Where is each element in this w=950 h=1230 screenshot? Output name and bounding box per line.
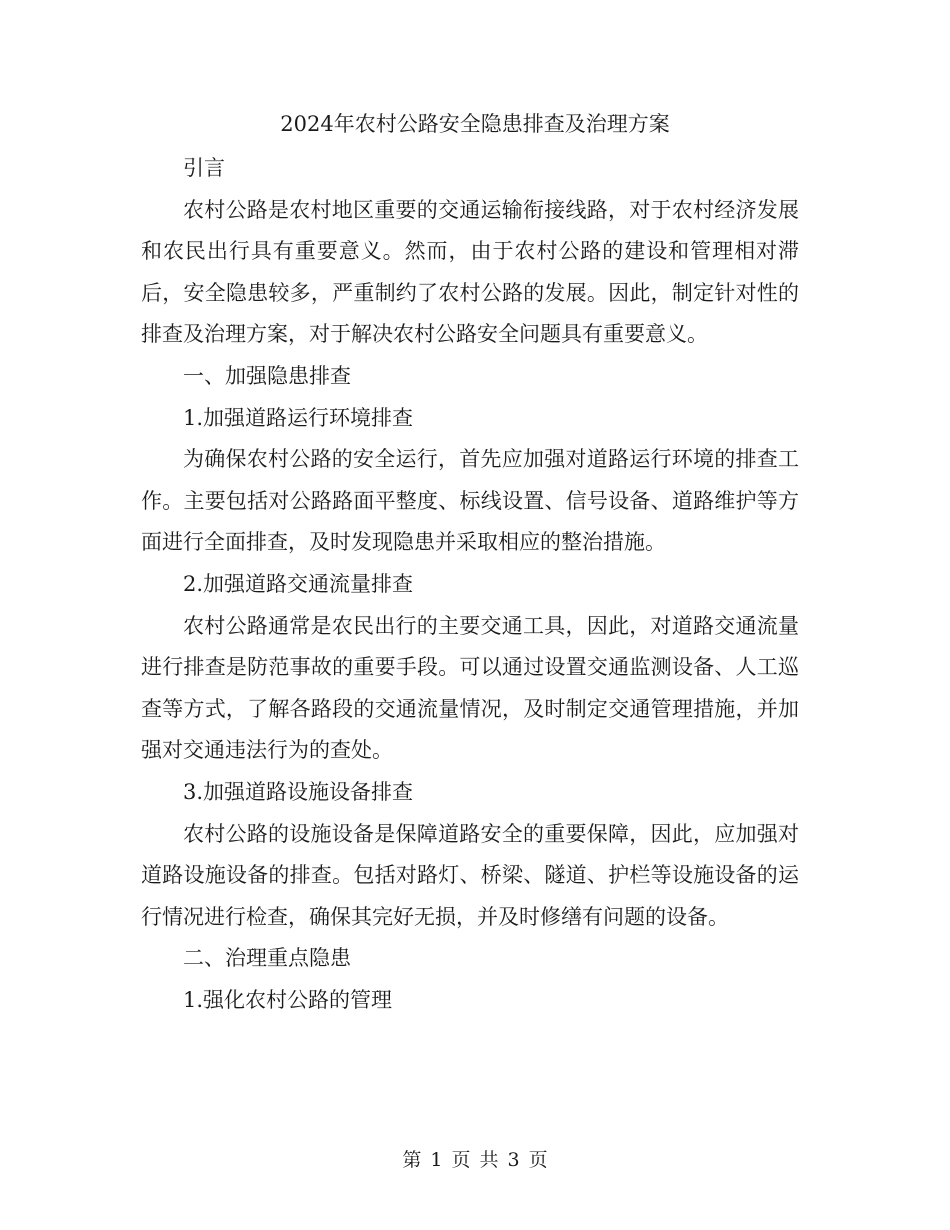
paragraph-1-3: 农村公路的设施设备是保障道路安全的重要保障，因此，应加强对道路设施设备的排查。包括对路灯、桥梁、隧道、护栏等设施设备的运行情况进行检查，确保其完好无损，并及时修缮有问题的设备。 bbox=[141, 821, 799, 929]
subsection-heading-1-3: 3.加强道路设施设备排查 bbox=[183, 779, 414, 804]
subsection-heading-2-1: 1.强化农村公路的管理 bbox=[183, 987, 393, 1012]
section-heading-intro: 引言 bbox=[183, 156, 225, 180]
subsection-heading-1-2: 2.加强道路交通流量排查 bbox=[183, 571, 414, 596]
subsection-heading-1-1: 1.加强道路运行环境排查 bbox=[183, 405, 414, 430]
page-footer: 第 1 页 共 3 页 bbox=[402, 1149, 548, 1171]
paragraph-1-1: 为确保农村公路的安全运行，首先应加强对道路运行环境的排查工作。主要包括对公路路面平整度、标线设置、信号设备、道路维护等方面进行全面排查，及时发现隐患并采取相应的整治措施。 bbox=[141, 447, 799, 555]
paragraph-intro: 农村公路是农村地区重要的交通运输衔接线路，对于农村经济发展和农民出行具有重要意义。然而，由于农村公路的建设和管理相对滞后，安全隐患较多，严重制约了农村公路的发展。因此，制定针对性的排查及治理方案，对于解决农村公路安全问题具有重要意义。 bbox=[141, 197, 799, 347]
section-heading-1: 一、加强隐患排查 bbox=[183, 363, 351, 388]
paragraph-1-2: 农村公路通常是农民出行的主要交通工具，因此，对道路交通流量进行排查是防范事故的重要手段。可以通过设置交通监测设备、人工巡查等方式，了解各路段的交通流量情况，及时制定交通管理措施，并加强对交通违法行为的查处。 bbox=[141, 613, 799, 763]
section-heading-2: 二、治理重点隐患 bbox=[183, 946, 351, 971]
document-title: 2024年农村公路安全隐患排查及治理方案 bbox=[280, 112, 670, 136]
document-body bbox=[141, 148, 799, 1021]
